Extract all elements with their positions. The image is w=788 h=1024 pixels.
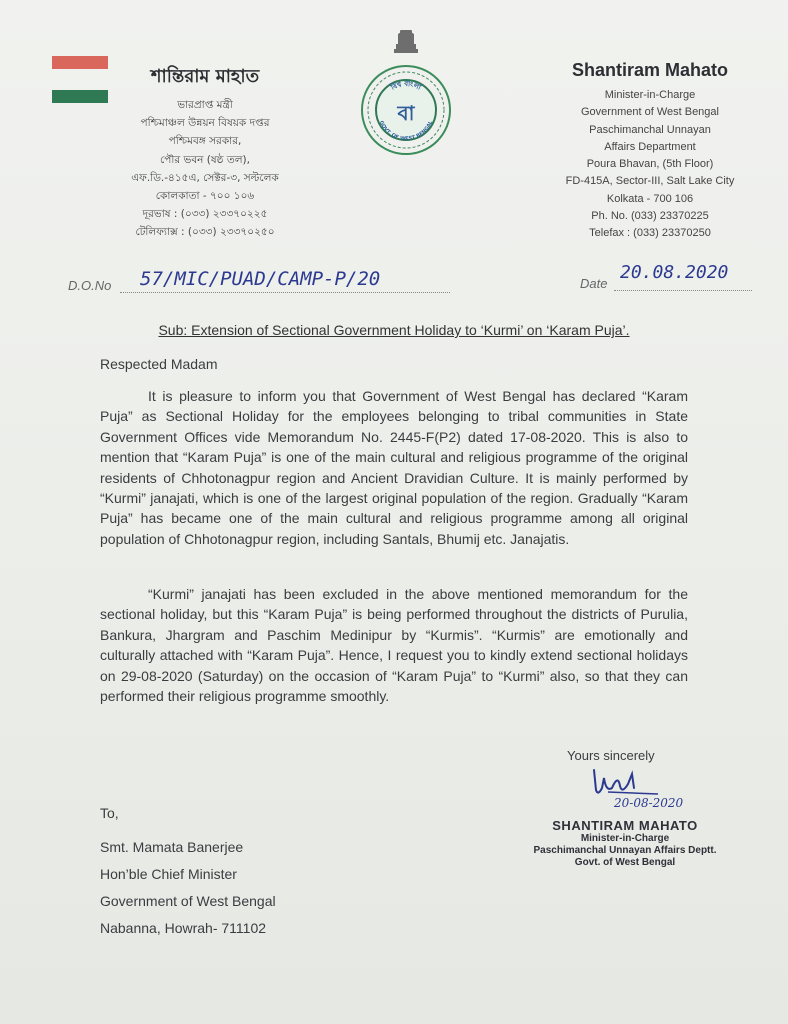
english-line: Government of West Bengal xyxy=(581,106,719,119)
bengali-line: পৌর ভবন (ষষ্ঠ তল), xyxy=(160,153,250,166)
bengali-name: শান্তিরাম মাহাত xyxy=(150,66,260,87)
bengali-line: ভারপ্রাপ্ত মন্ত্রী xyxy=(177,99,233,111)
english-line: Telefax : (033) 23370250 xyxy=(589,227,711,240)
english-line: Minister-in-Charge xyxy=(604,89,696,101)
subject-line: Sub: Extension of Sectional Government Holiday to ‘Kurmi’ on ‘Karam Puja’. xyxy=(158,322,630,338)
emblem-center-glyph: বা xyxy=(397,101,415,125)
date-label: Date xyxy=(580,276,608,291)
english-line: FD-415A, Sector-III, Salt Lake City xyxy=(565,175,735,188)
bengali-line: কোলকাতা - ৭০০ ১০৬ xyxy=(155,190,255,203)
english-letterhead xyxy=(540,60,760,243)
flag-icon-top xyxy=(52,56,108,69)
english-line: Paschimanchal Unnayan xyxy=(589,123,711,136)
official-stamp xyxy=(500,818,750,869)
recipient-line: Hon’ble Chief Minister xyxy=(100,866,237,882)
recipient-line: Smt. Mamata Banerjee xyxy=(100,839,244,855)
english-line: Poura Bhavan, (5th Floor) xyxy=(586,158,714,171)
west-bengal-emblem-icon xyxy=(356,28,456,156)
do-number-line xyxy=(120,292,450,293)
date-value: 20.08.2020 xyxy=(620,262,729,283)
date-line xyxy=(614,290,752,291)
english-name: Shantiram Mahato xyxy=(571,60,729,80)
english-line: Kolkata - 700 106 xyxy=(606,192,694,205)
english-line: Affairs Department xyxy=(604,140,696,153)
closing-text: Yours sincerely xyxy=(567,748,655,763)
bengali-line: টেলিফ্যাক্স : (০৩৩) ২৩৩৭০২৫০ xyxy=(135,226,275,239)
do-number-label: D.O.No xyxy=(68,278,112,293)
salutation: Respected Madam xyxy=(100,356,218,372)
bengali-line: পশ্চিমাঞ্চল উন্নয়ন বিষয়ক দপ্তর xyxy=(140,117,270,130)
stamp-line: Paschimanchal Unnayan Affairs Deptt. xyxy=(533,845,717,856)
emblem-bottom-text: GOVT. OF WEST BENGAL xyxy=(377,120,435,143)
stamp-name: SHANTIRAM MAHATO xyxy=(552,818,698,833)
bengali-line: দূরভাষ : (০৩৩) ২৩৩৭০২২৫ xyxy=(142,208,268,221)
bengali-line: পশ্চিমবঙ্গ সরকার, xyxy=(168,135,242,148)
recipient-line: Government of West Bengal xyxy=(100,893,276,909)
stamp-line: Govt. of West Bengal xyxy=(574,857,676,868)
emblem-top-text: বিশ্ব বাংলা xyxy=(389,79,423,92)
stamp-line: Minister-in-Charge xyxy=(580,833,670,844)
body-paragraph-2: “Kurmi” janajati has been excluded in the above mentioned memorandum for the sectional holiday, but this “Karam Puja” is being performed throughout the districts of Purulia, Bankura, Jhargram and Paschim Medinipur by “Kurmis”. “Kurmis” are emotionally and culturally attached with “Karam Puja”. Hence, I request you to kindly extend sectional holidays on 29-08-2020 (Saturday) on the occasion of “Karam Puja” to “Kurmi” also, so that they can performed their religious programme smoothly. xyxy=(100,586,688,705)
recipient-line: Nabanna, Howrah- 711102 xyxy=(100,920,267,936)
do-number-value: 57/MIC/PUAD/CAMP-P/20 xyxy=(140,268,381,290)
flag-icon-bottom xyxy=(52,90,108,103)
bengali-line: এফ.ডি.-৪১৫এ, সেক্টর-৩, সল্টলেক xyxy=(131,171,279,184)
signature-date: 20-08-2020 xyxy=(614,796,684,810)
english-line: Ph. No. (033) 23370225 xyxy=(591,210,709,223)
body-paragraph-1: It is pleasure to inform you that Government of West Bengal has declared “Karam Puja” as Sectional Holiday for the employees belonging to tribal communities in State Government Offices vide Memorandum No. 2445-F(P2) dated 17-08-2020. This is also to mention that “Karam Puja” is one of the main cultural and religious programme of the original residents of Chhotonagpur region and Ancient Dravidian Culture. It is mainly performed by “Kurmi” janajati, which is one of the largest original population of the region. Gradually “Karam Puja” has became one of the main cultural and religious programme among all original population of Chhotonagpur region, including Santals, Bhumij etc. Janajatis. xyxy=(100,388,688,547)
bengali-letterhead xyxy=(120,62,290,242)
recipient-to: To, xyxy=(100,805,119,821)
